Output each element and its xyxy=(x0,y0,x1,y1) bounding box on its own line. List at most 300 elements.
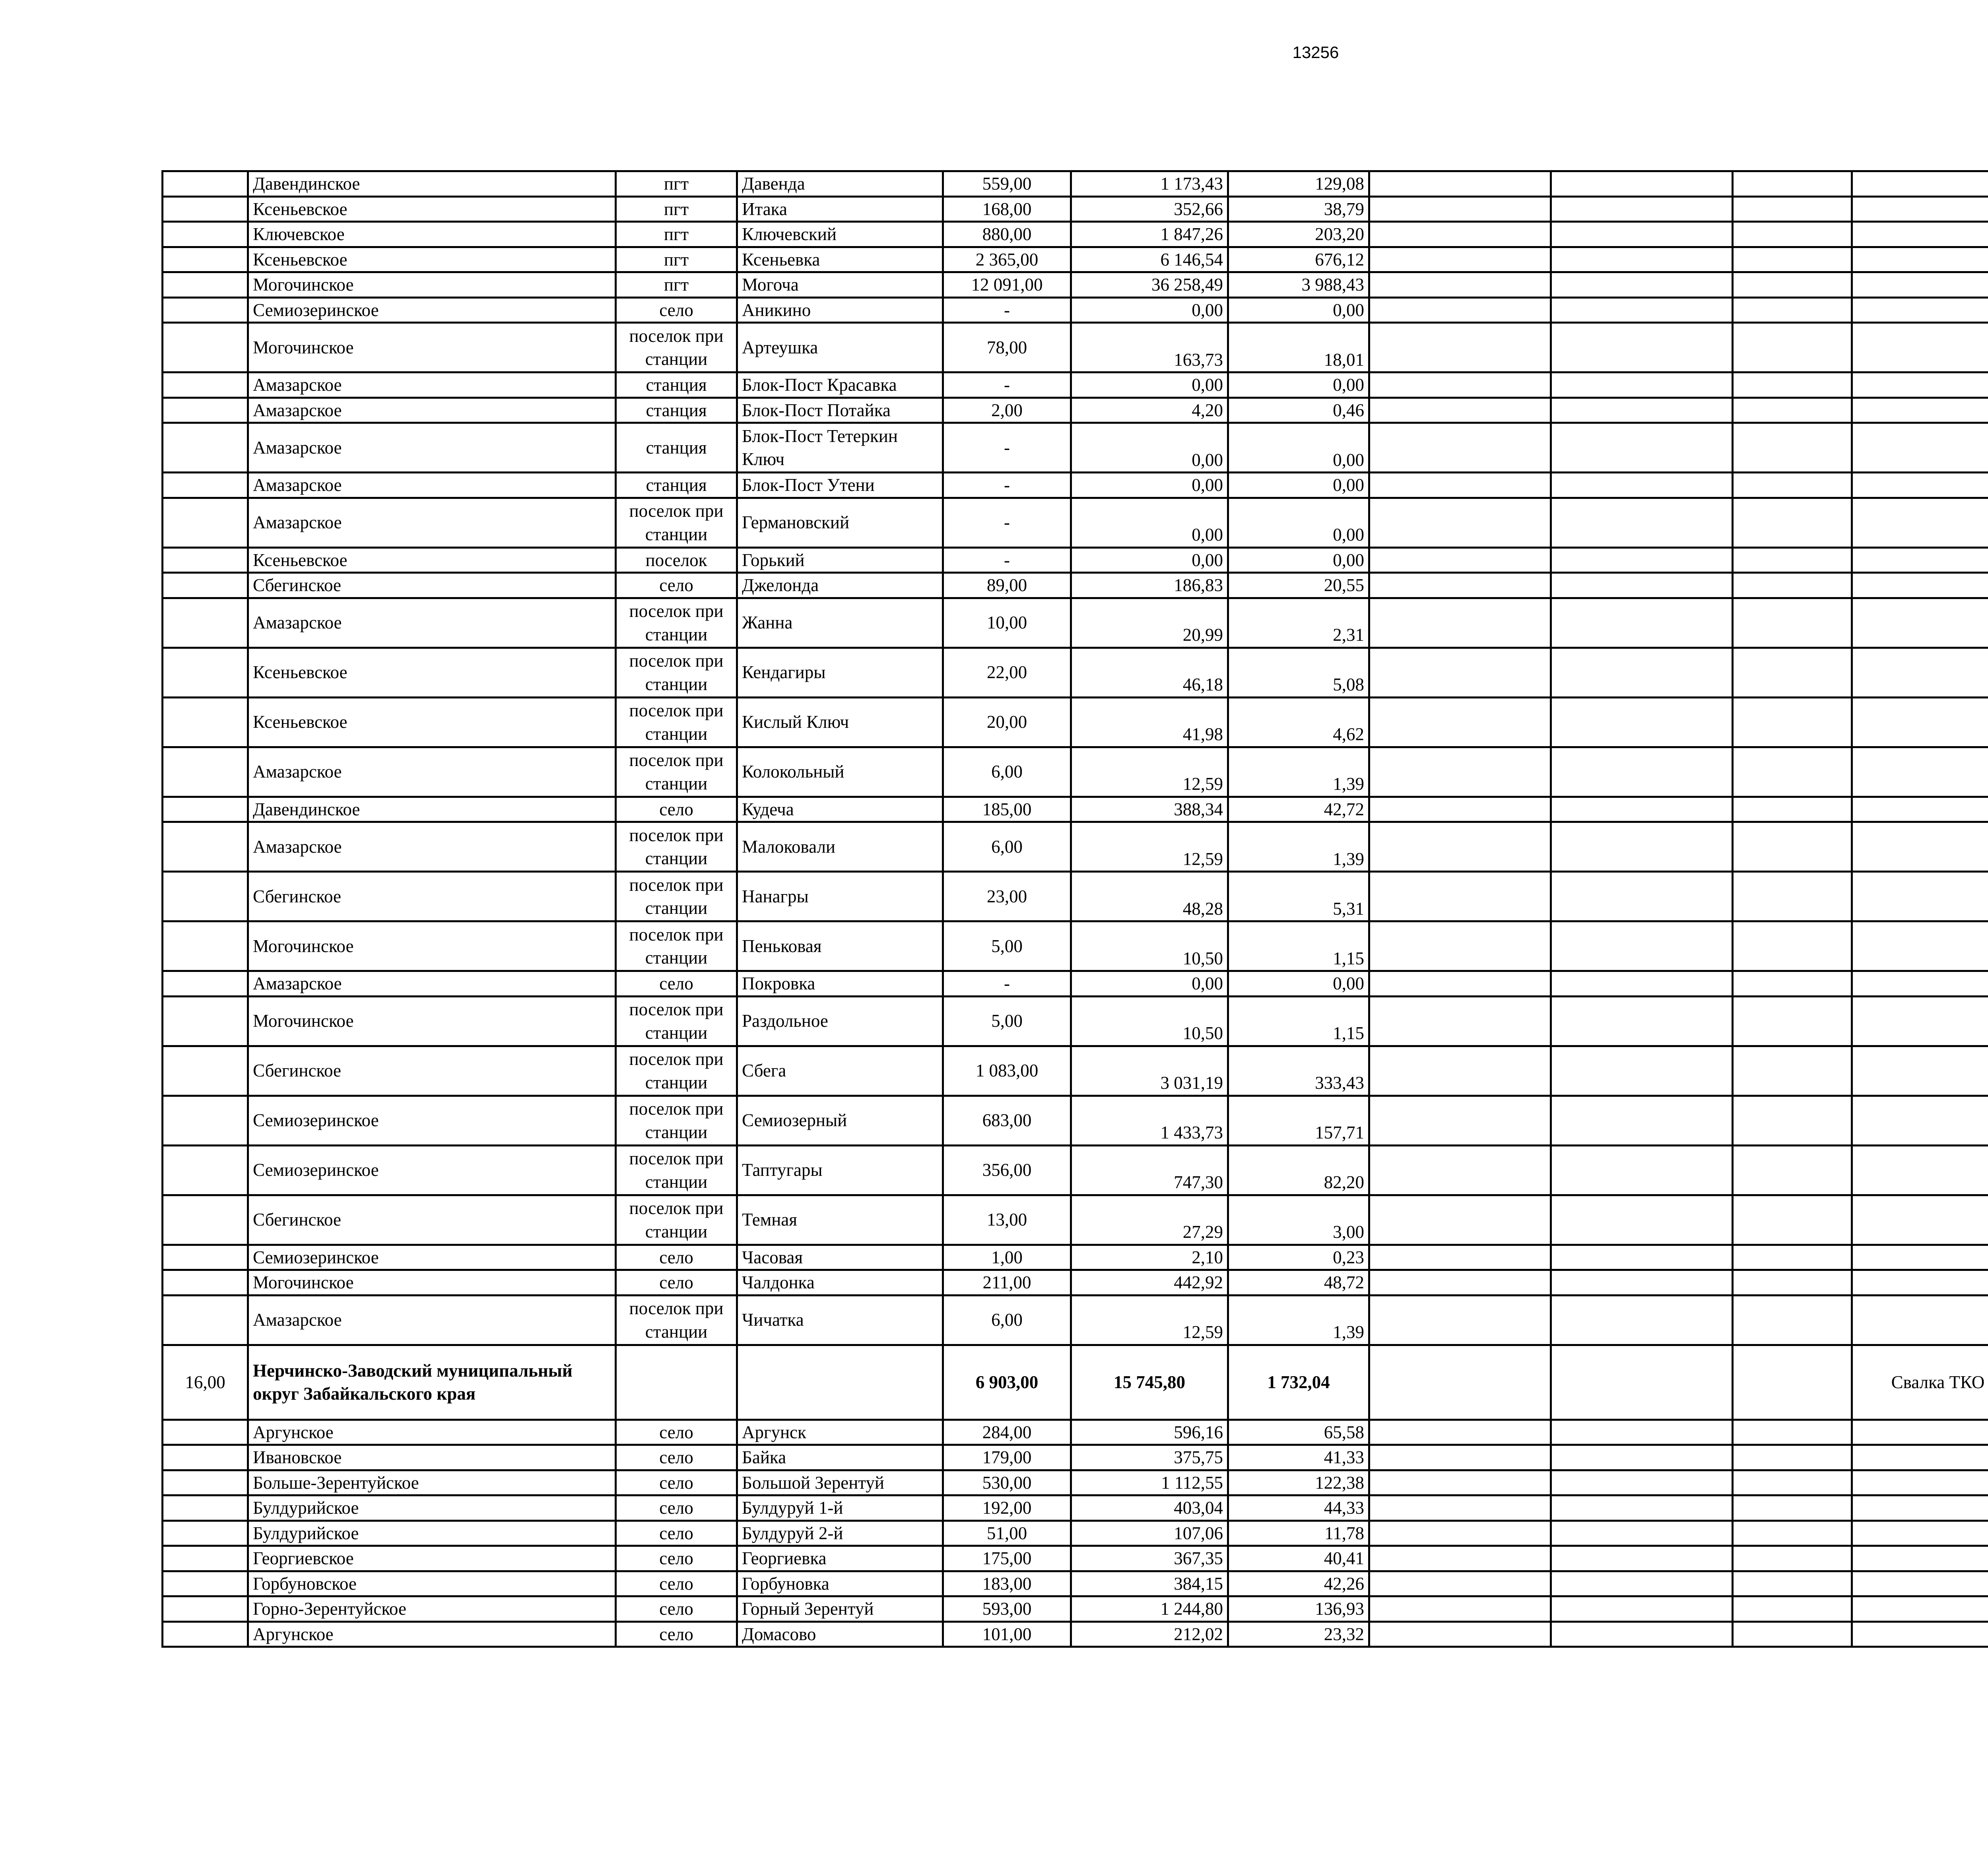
empty-cell xyxy=(1551,1195,1733,1245)
empty-cell xyxy=(1733,398,1852,423)
empty-cell xyxy=(1733,473,1852,498)
volume-cell: 12,59 xyxy=(1071,747,1228,797)
locality-name-cell: Часовая xyxy=(737,1245,943,1270)
empty-cell xyxy=(1551,323,1733,372)
row-number-cell xyxy=(163,423,248,473)
empty-cell xyxy=(1369,171,1551,197)
locality-name-cell: Таптугары xyxy=(737,1145,943,1195)
empty-cell xyxy=(1369,1571,1551,1596)
empty-cell xyxy=(1369,598,1551,648)
mass-cell: 18,01 xyxy=(1228,323,1369,372)
mass-cell: 38,79 xyxy=(1228,196,1369,222)
locality-name-cell: Чалдонка xyxy=(737,1270,943,1296)
locality-type-cell: село xyxy=(616,1546,737,1571)
population-cell: 559,00 xyxy=(943,171,1071,197)
population-cell: 51,00 xyxy=(943,1521,1071,1546)
empty-cell xyxy=(1551,1596,1733,1622)
table-row xyxy=(163,1571,1988,1596)
empty-cell xyxy=(1369,921,1551,971)
row-number-cell xyxy=(163,547,248,573)
mass-cell: 82,20 xyxy=(1228,1145,1369,1195)
volume-cell: 0,00 xyxy=(1071,372,1228,398)
empty-cell xyxy=(1551,372,1733,398)
settlement-cell: Семиозеринское xyxy=(248,297,616,323)
settlement-cell: Амазарское xyxy=(248,971,616,997)
empty-cell xyxy=(1551,423,1733,473)
mass-cell: 2,31 xyxy=(1228,598,1369,648)
settlement-cell: Булдурийское xyxy=(248,1495,616,1521)
locality-name-cell: Артеушка xyxy=(737,323,943,372)
empty-cell xyxy=(1551,272,1733,298)
volume-cell: 1 433,73 xyxy=(1071,1096,1228,1145)
locality-type-cell: поселок при станции xyxy=(616,648,737,697)
row-number-cell xyxy=(163,872,248,921)
mass-cell: 48,72 xyxy=(1228,1270,1369,1296)
table-row xyxy=(163,872,1988,921)
table-row xyxy=(163,1470,1988,1495)
locality-type-cell: поселок при станции xyxy=(616,1046,737,1096)
table-row xyxy=(163,171,1988,197)
empty-cell xyxy=(1551,1420,1733,1445)
empty-cell xyxy=(1733,971,1852,997)
locality-type-cell: поселок при станции xyxy=(616,747,737,797)
empty-cell xyxy=(1369,272,1551,298)
facility-cell xyxy=(1852,648,1988,697)
settlement-cell: Нерчинско-Заводский муниципальный округ Забайкальского края xyxy=(248,1345,616,1420)
empty-cell xyxy=(1733,1245,1852,1270)
volume-cell: 1 112,55 xyxy=(1071,1470,1228,1495)
locality-name-cell: Пеньковая xyxy=(737,921,943,971)
locality-name-cell: Горбуновка xyxy=(737,1571,943,1596)
mass-cell: 40,41 xyxy=(1228,1546,1369,1571)
settlement-cell: Ксеньевское xyxy=(248,697,616,747)
locality-name-cell: Блок-Пост Потайка xyxy=(737,398,943,423)
empty-cell xyxy=(1369,323,1551,372)
settlement-cell: Ивановское xyxy=(248,1445,616,1470)
empty-cell xyxy=(1733,1470,1852,1495)
empty-cell xyxy=(1369,1046,1551,1096)
population-cell: 183,00 xyxy=(943,1571,1071,1596)
locality-type-cell: село xyxy=(616,1596,737,1622)
volume-cell: 2,10 xyxy=(1071,1245,1228,1270)
population-cell: 6,00 xyxy=(943,822,1071,872)
locality-name-cell: Ксеньевка xyxy=(737,247,943,272)
empty-cell xyxy=(1733,272,1852,298)
locality-name-cell: Итака xyxy=(737,196,943,222)
empty-cell xyxy=(1733,598,1852,648)
population-cell: - xyxy=(943,498,1071,547)
empty-cell xyxy=(1551,1495,1733,1521)
volume-cell: 1 244,80 xyxy=(1071,1596,1228,1622)
population-cell: - xyxy=(943,297,1071,323)
empty-cell xyxy=(1733,797,1852,822)
row-number-cell xyxy=(163,1145,248,1195)
empty-cell xyxy=(1551,1046,1733,1096)
mass-cell: 0,00 xyxy=(1228,473,1369,498)
table-row xyxy=(163,272,1988,298)
empty-cell xyxy=(1551,222,1733,247)
empty-cell xyxy=(1551,697,1733,747)
settlement-cell: Амазарское xyxy=(248,398,616,423)
settlement-cell: Амазарское xyxy=(248,747,616,797)
table-row xyxy=(163,1245,1988,1270)
population-cell: 2,00 xyxy=(943,398,1071,423)
settlement-cell: Георгиевское xyxy=(248,1546,616,1571)
table-row xyxy=(163,747,1988,797)
row-number-cell xyxy=(163,473,248,498)
empty-cell xyxy=(1733,697,1852,747)
settlement-cell: Амазарское xyxy=(248,498,616,547)
mass-cell: 11,78 xyxy=(1228,1521,1369,1546)
volume-cell: 596,16 xyxy=(1071,1420,1228,1445)
volume-cell: 10,50 xyxy=(1071,921,1228,971)
row-number-cell xyxy=(163,1495,248,1521)
volume-cell: 27,29 xyxy=(1071,1195,1228,1245)
empty-cell xyxy=(1369,1145,1551,1195)
population-cell: - xyxy=(943,971,1071,997)
facility-cell xyxy=(1852,697,1988,747)
locality-name-cell: Сбега xyxy=(737,1046,943,1096)
volume-cell: 367,35 xyxy=(1071,1546,1228,1571)
empty-cell xyxy=(1551,971,1733,997)
empty-cell xyxy=(1551,1270,1733,1296)
empty-cell xyxy=(1733,1345,1852,1420)
row-number-cell xyxy=(163,996,248,1046)
empty-cell xyxy=(1733,1495,1852,1521)
empty-cell xyxy=(1733,1046,1852,1096)
table-row xyxy=(163,247,1988,272)
locality-type-cell: поселок при станции xyxy=(616,1295,737,1345)
table-row xyxy=(163,1046,1988,1096)
empty-cell xyxy=(1369,297,1551,323)
volume-cell: 3 031,19 xyxy=(1071,1046,1228,1096)
locality-name-cell: Германовский xyxy=(737,498,943,547)
settlement-cell: Сбегинское xyxy=(248,1046,616,1096)
table-body xyxy=(163,171,1988,1647)
mass-cell: 136,93 xyxy=(1228,1596,1369,1622)
row-number-cell xyxy=(163,272,248,298)
locality-type-cell: поселок при станции xyxy=(616,1195,737,1245)
empty-cell xyxy=(1551,1445,1733,1470)
locality-type-cell: поселок при станции xyxy=(616,822,737,872)
population-cell: 1 083,00 xyxy=(943,1046,1071,1096)
row-number-cell xyxy=(163,1195,248,1245)
mass-cell: 0,00 xyxy=(1228,498,1369,547)
empty-cell xyxy=(1369,222,1551,247)
settlement-cell: Семиозеринское xyxy=(248,1096,616,1145)
empty-cell xyxy=(1551,498,1733,547)
locality-name-cell: Малоковали xyxy=(737,822,943,872)
facility-cell xyxy=(1852,473,1988,498)
facility-cell xyxy=(1852,423,1988,473)
mass-cell: 0,00 xyxy=(1228,372,1369,398)
empty-cell xyxy=(1733,996,1852,1046)
settlement-cell: Амазарское xyxy=(248,423,616,473)
table-row xyxy=(163,323,1988,372)
facility-cell xyxy=(1852,222,1988,247)
facility-cell xyxy=(1852,171,1988,197)
table-row xyxy=(163,222,1988,247)
empty-cell xyxy=(1369,872,1551,921)
empty-cell xyxy=(1733,1546,1852,1571)
locality-type-cell: село xyxy=(616,1270,737,1296)
facility-cell: Свалка ТКО xyxy=(1852,1345,1988,1420)
empty-cell xyxy=(1551,921,1733,971)
empty-cell xyxy=(1551,398,1733,423)
mass-cell: 0,00 xyxy=(1228,971,1369,997)
mass-cell: 203,20 xyxy=(1228,222,1369,247)
population-cell: 78,00 xyxy=(943,323,1071,372)
mass-cell: 122,38 xyxy=(1228,1470,1369,1495)
facility-cell xyxy=(1852,323,1988,372)
table-row xyxy=(163,697,1988,747)
empty-cell xyxy=(1369,423,1551,473)
population-cell: 5,00 xyxy=(943,921,1071,971)
empty-cell xyxy=(1551,747,1733,797)
facility-cell xyxy=(1852,747,1988,797)
facility-cell xyxy=(1852,196,1988,222)
empty-cell xyxy=(1369,822,1551,872)
mass-cell: 3 988,43 xyxy=(1228,272,1369,298)
mass-cell: 42,26 xyxy=(1228,1571,1369,1596)
settlement-cell: Амазарское xyxy=(248,372,616,398)
facility-cell xyxy=(1852,573,1988,598)
volume-cell: 388,34 xyxy=(1071,797,1228,822)
population-cell: 211,00 xyxy=(943,1270,1071,1296)
volume-cell: 10,50 xyxy=(1071,996,1228,1046)
locality-type-cell: пгт xyxy=(616,171,737,197)
empty-cell xyxy=(1551,648,1733,697)
volume-cell: 15 745,80 xyxy=(1071,1345,1228,1420)
volume-cell: 6 146,54 xyxy=(1071,247,1228,272)
locality-name-cell: Георгиевка xyxy=(737,1546,943,1571)
volume-cell: 0,00 xyxy=(1071,971,1228,997)
table-row xyxy=(163,921,1988,971)
table-row xyxy=(163,1270,1988,1296)
locality-name-cell: Темная xyxy=(737,1195,943,1245)
facility-cell xyxy=(1852,1571,1988,1596)
population-cell: 185,00 xyxy=(943,797,1071,822)
volume-cell: 186,83 xyxy=(1071,573,1228,598)
mass-cell: 1,15 xyxy=(1228,996,1369,1046)
volume-cell: 48,28 xyxy=(1071,872,1228,921)
locality-name-cell: Блок-Пост Красавка xyxy=(737,372,943,398)
locality-type-cell: село xyxy=(616,1420,737,1445)
facility-cell xyxy=(1852,921,1988,971)
locality-name-cell xyxy=(737,1345,943,1420)
locality-name-cell: Блок-Пост Утени xyxy=(737,473,943,498)
facility-cell xyxy=(1852,971,1988,997)
locality-type-cell: село xyxy=(616,1521,737,1546)
empty-cell xyxy=(1369,1521,1551,1546)
row-number-cell xyxy=(163,971,248,997)
locality-type-cell: поселок при станции xyxy=(616,697,737,747)
locality-type-cell: село xyxy=(616,797,737,822)
settlements-table xyxy=(161,170,1988,1648)
facility-cell xyxy=(1852,1621,1988,1647)
settlement-cell: Амазарское xyxy=(248,598,616,648)
settlement-cell: Могочинское xyxy=(248,996,616,1046)
mass-cell: 42,72 xyxy=(1228,797,1369,822)
locality-type-cell: поселок при станции xyxy=(616,323,737,372)
empty-cell xyxy=(1733,573,1852,598)
row-number-cell xyxy=(163,1445,248,1470)
empty-cell xyxy=(1551,196,1733,222)
empty-cell xyxy=(1551,247,1733,272)
locality-type-cell: село xyxy=(616,1571,737,1596)
settlement-cell: Аргунское xyxy=(248,1420,616,1445)
population-cell: 6,00 xyxy=(943,747,1071,797)
mass-cell: 44,33 xyxy=(1228,1495,1369,1521)
population-cell: 683,00 xyxy=(943,1096,1071,1145)
empty-cell xyxy=(1551,1521,1733,1546)
empty-cell xyxy=(1733,372,1852,398)
settlement-cell: Больше-Зерентуйское xyxy=(248,1470,616,1495)
mass-cell: 5,08 xyxy=(1228,648,1369,697)
volume-cell: 12,59 xyxy=(1071,1295,1228,1345)
row-number-cell xyxy=(163,573,248,598)
empty-cell xyxy=(1733,1096,1852,1145)
locality-type-cell: поселок при станции xyxy=(616,872,737,921)
locality-type-cell: пгт xyxy=(616,272,737,298)
table-row xyxy=(163,498,1988,547)
mass-cell: 20,55 xyxy=(1228,573,1369,598)
mass-cell: 4,62 xyxy=(1228,697,1369,747)
table-row xyxy=(163,1621,1988,1647)
empty-cell xyxy=(1551,573,1733,598)
volume-cell: 1 173,43 xyxy=(1071,171,1228,197)
empty-cell xyxy=(1733,1521,1852,1546)
settlement-cell: Ксеньевское xyxy=(248,247,616,272)
population-cell: - xyxy=(943,423,1071,473)
facility-cell xyxy=(1852,1596,1988,1622)
empty-cell xyxy=(1369,697,1551,747)
settlement-cell: Могочинское xyxy=(248,1270,616,1296)
empty-cell xyxy=(1733,1420,1852,1445)
locality-name-cell: Большой Зерентуй xyxy=(737,1470,943,1495)
locality-type-cell: пгт xyxy=(616,222,737,247)
empty-cell xyxy=(1551,1145,1733,1195)
row-number-cell xyxy=(163,171,248,197)
row-number-cell xyxy=(163,196,248,222)
table-row xyxy=(163,1546,1988,1571)
empty-cell xyxy=(1369,498,1551,547)
locality-type-cell: село xyxy=(616,1495,737,1521)
facility-cell xyxy=(1852,1470,1988,1495)
mass-cell: 676,12 xyxy=(1228,247,1369,272)
table-row xyxy=(163,473,1988,498)
population-cell: - xyxy=(943,547,1071,573)
volume-cell: 747,30 xyxy=(1071,1145,1228,1195)
empty-cell xyxy=(1733,1270,1852,1296)
volume-cell: 107,06 xyxy=(1071,1521,1228,1546)
settlement-cell: Булдурийское xyxy=(248,1521,616,1546)
empty-cell xyxy=(1551,1295,1733,1345)
empty-cell xyxy=(1369,797,1551,822)
locality-type-cell: поселок при станции xyxy=(616,498,737,547)
facility-cell xyxy=(1852,498,1988,547)
volume-cell: 41,98 xyxy=(1071,697,1228,747)
empty-cell xyxy=(1369,398,1551,423)
facility-cell xyxy=(1852,797,1988,822)
row-number-cell xyxy=(163,1546,248,1571)
row-number-cell xyxy=(163,1420,248,1445)
volume-cell: 0,00 xyxy=(1071,297,1228,323)
population-cell: 20,00 xyxy=(943,697,1071,747)
empty-cell xyxy=(1733,1445,1852,1470)
table-row xyxy=(163,1096,1988,1145)
empty-cell xyxy=(1733,747,1852,797)
empty-cell xyxy=(1369,1420,1551,1445)
empty-cell xyxy=(1551,822,1733,872)
row-number-cell xyxy=(163,921,248,971)
table-row xyxy=(163,547,1988,573)
mass-cell: 1,15 xyxy=(1228,921,1369,971)
mass-cell: 0,00 xyxy=(1228,297,1369,323)
empty-cell xyxy=(1369,648,1551,697)
locality-name-cell: Ключевский xyxy=(737,222,943,247)
facility-cell xyxy=(1852,822,1988,872)
empty-cell xyxy=(1369,247,1551,272)
volume-cell: 0,00 xyxy=(1071,473,1228,498)
mass-cell: 3,00 xyxy=(1228,1195,1369,1245)
settlement-cell: Горбуновское xyxy=(248,1571,616,1596)
locality-type-cell: село xyxy=(616,1445,737,1470)
row-number-cell xyxy=(163,1571,248,1596)
population-cell: 23,00 xyxy=(943,872,1071,921)
empty-cell xyxy=(1551,1470,1733,1495)
empty-cell xyxy=(1733,1621,1852,1647)
locality-name-cell: Кислый Ключ xyxy=(737,697,943,747)
locality-type-cell: станция xyxy=(616,423,737,473)
population-cell: 179,00 xyxy=(943,1445,1071,1470)
locality-name-cell: Булдуруй 2-й xyxy=(737,1521,943,1546)
row-number-cell xyxy=(163,1295,248,1345)
settlement-cell: Давендинское xyxy=(248,797,616,822)
population-cell: 6 903,00 xyxy=(943,1345,1071,1420)
mass-cell: 0,46 xyxy=(1228,398,1369,423)
empty-cell xyxy=(1733,547,1852,573)
empty-cell xyxy=(1551,1345,1733,1420)
empty-cell xyxy=(1369,1295,1551,1345)
facility-cell xyxy=(1852,1495,1988,1521)
locality-name-cell: Аргунск xyxy=(737,1420,943,1445)
empty-cell xyxy=(1551,547,1733,573)
row-number-cell xyxy=(163,398,248,423)
settlement-cell: Ксеньевское xyxy=(248,547,616,573)
settlement-cell: Амазарское xyxy=(248,473,616,498)
facility-cell xyxy=(1852,1521,1988,1546)
settlement-cell: Ключевское xyxy=(248,222,616,247)
row-number-cell xyxy=(163,1046,248,1096)
population-cell: 168,00 xyxy=(943,196,1071,222)
empty-cell xyxy=(1369,1621,1551,1647)
facility-cell xyxy=(1852,297,1988,323)
facility-cell xyxy=(1852,272,1988,298)
settlement-cell: Ксеньевское xyxy=(248,196,616,222)
row-number-cell xyxy=(163,1096,248,1145)
facility-cell xyxy=(1852,398,1988,423)
settlement-cell: Семиозеринское xyxy=(248,1145,616,1195)
table-row xyxy=(163,971,1988,997)
mass-cell: 1,39 xyxy=(1228,822,1369,872)
row-number-cell: 16,00 xyxy=(163,1345,248,1420)
volume-cell: 0,00 xyxy=(1071,423,1228,473)
table-row xyxy=(163,648,1988,697)
row-number-cell xyxy=(163,1621,248,1647)
population-cell: 101,00 xyxy=(943,1621,1071,1647)
facility-cell xyxy=(1852,547,1988,573)
